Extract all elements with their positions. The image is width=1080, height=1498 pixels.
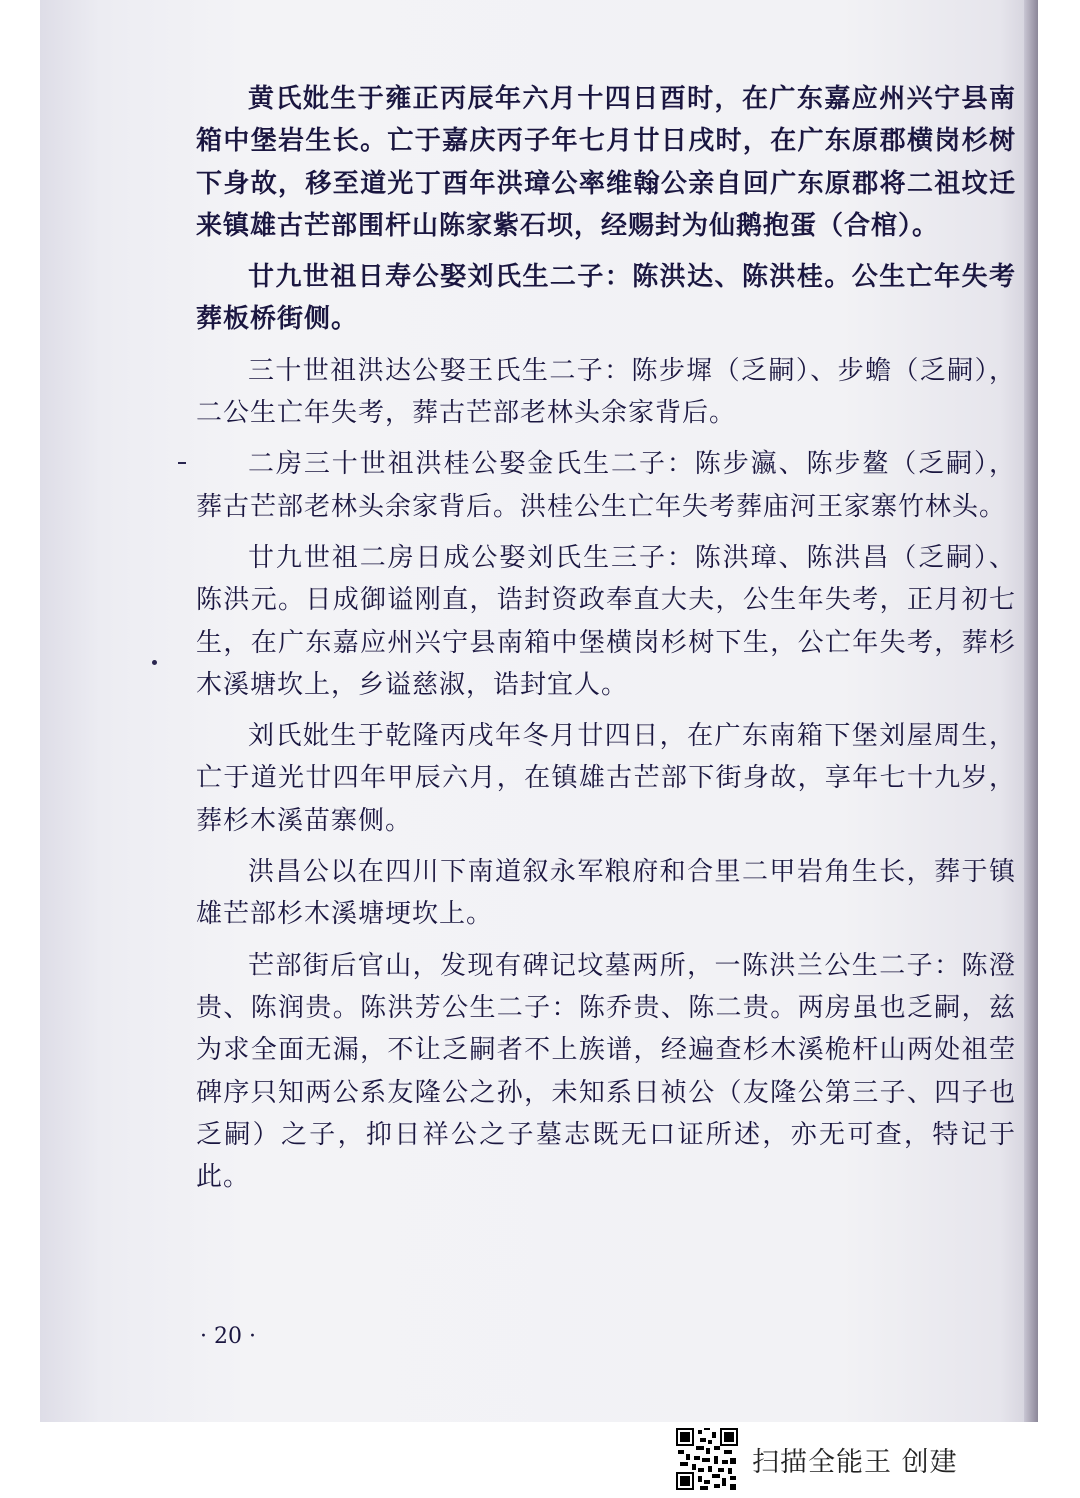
paragraph: 廿九世祖二房日成公娶刘氏生三子：陈洪璋、陈洪昌（乏嗣）、陈洪元。日成御谥刚直，诰封资政奉直大夫，公生年失考，正月初七生，在广东嘉应州兴宁县南箱中堡横岗杉树下生，公亡年失考，葬杉木溪塘坎上，乡谥慈淑，诰封宜人。 <box>196 542 1016 700</box>
paragraph: 三十世祖洪达公娶王氏生二子：陈步墀（乏嗣）、步蟾（乏嗣），二公生亡年失考，葬古芒部老林头余家背后。 <box>196 355 1016 429</box>
watermark-text: 扫描全能王 创建 <box>752 1446 958 1478</box>
page-number: · 20 · <box>200 1324 256 1349</box>
paragraph: 刘氏妣生于乾隆丙戌年冬月廿四日，在广东南箱下堡刘屋周生，亡于道光廿四年甲辰六月，在镇雄古芒部下街身故，享年七十九岁，葬杉木溪苗寨侧。 <box>196 721 1016 836</box>
paragraph: 廿九世祖日寿公娶刘氏生二子：陈洪达、陈洪桂。公生亡年失考葬板桥街侧。 <box>196 262 1016 335</box>
paragraph: 芒部街后官山，发现有碑记坟墓两所，一陈洪兰公生二子：陈澄贵、陈润贵。陈洪芳公生二子：陈乔贵、陈二贵。两房虽也乏嗣，兹为求全面无漏，不让乏嗣者不上族谱，经遍查杉木溪桅杆山两处祖茔碑序只知两公系友隆公之孙，未知系日祯公（友隆公第三子、四子也乏嗣）之子，抑日祥公之子墓志既无口证所述，亦无可查，特记于此。 <box>196 950 1016 1193</box>
stray-mark <box>178 462 186 464</box>
stray-dot <box>152 660 157 665</box>
paragraph: 二房三十世祖洪桂公娶金氏生二子：陈步瀛、陈步鳌（乏嗣），葬古芒部老林头余家背后。洪桂公生亡年失考葬庙河王家寨竹林头。 <box>196 449 1016 522</box>
paragraph: 洪昌公以在四川下南道叙永军粮府和合里二甲岩角生长，葬于镇雄芒部杉木溪塘埂坎上。 <box>196 857 1016 930</box>
paragraph: 黄氏妣生于雍正丙辰年六月十四日酉时，在广东嘉应州兴宁县南箱中堡岩生长。亡于嘉庆丙子年七月廿日戌时，在广东原郡横岗杉树下身故，移至道光丁酉年洪璋公率维翰公亲自回广东原郡将二祖坟迁来镇雄古芒部围杆山陈家紫石坝，经赐封为仙鹅抱蛋（合棺）。 <box>196 84 1016 241</box>
scanner-watermark <box>676 1428 958 1490</box>
page-edge-shadow <box>1024 0 1038 1422</box>
qr-code-icon <box>676 1428 738 1490</box>
body-text <box>196 78 1016 1207</box>
